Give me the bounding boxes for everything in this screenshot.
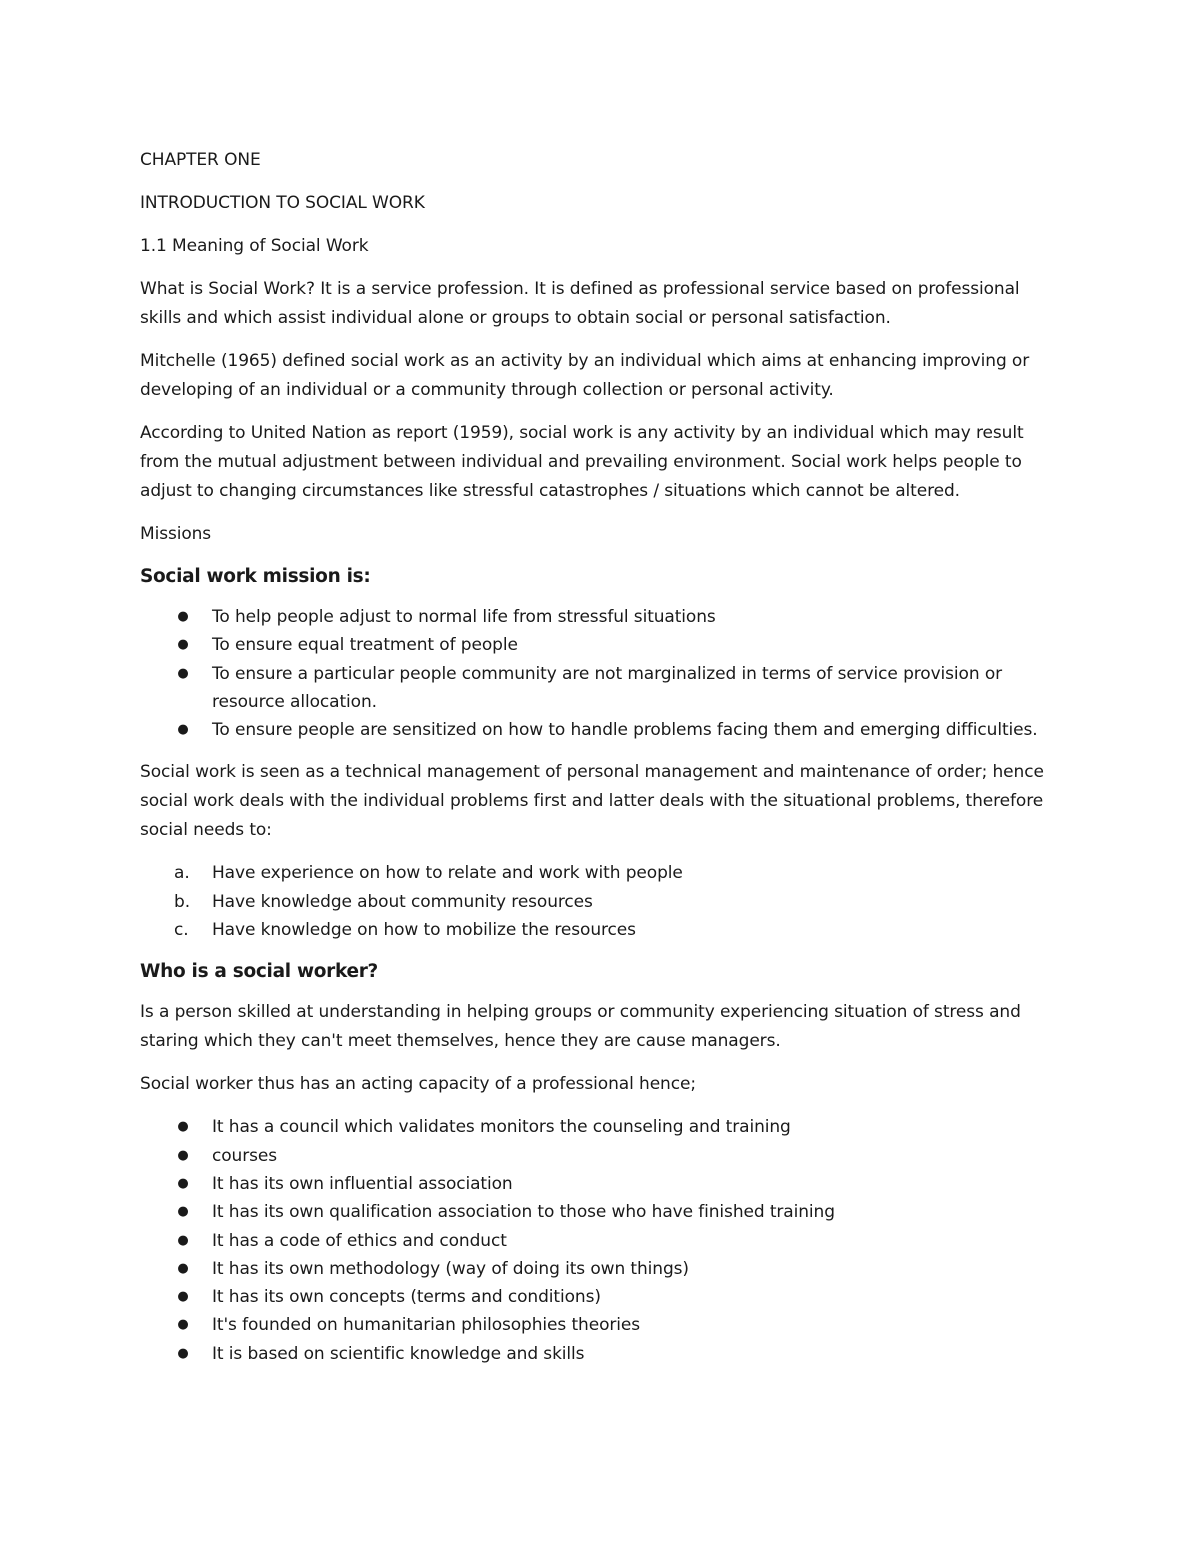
mitchelle-paragraph: Mitchelle (1965) defined social work as an activity by an individual which aims at enhancing improving or developing of an individual or a community through collection or personal activity. [140, 351, 1030, 400]
capacity-paragraph: Social worker thus has an acting capacity of a professional hence; [140, 1074, 696, 1095]
needs-list [140, 859, 1060, 944]
worker-heading: Who is a social worker? [140, 961, 378, 983]
list-item-text: It has a council which validates monitors the counseling and training [212, 1117, 791, 1138]
list-item [140, 1227, 1060, 1255]
definition-paragraph: What is Social Work? It is a service profession. It is defined as professional service based on professional skills and which assist individual alone or groups to obtain social or personal satisfaction. [140, 279, 1020, 328]
list-item [140, 660, 1060, 717]
list-item [140, 1340, 1060, 1368]
bullet-icon: ● [177, 1260, 189, 1276]
list-item-text: It's founded on humanitarian philosophies theories [212, 1315, 640, 1336]
bullet-icon: ● [177, 665, 189, 681]
list-item [140, 888, 1060, 916]
list-item-text: To ensure people are sensitized on how to handle problems facing them and emerging difficulties. [212, 720, 1038, 741]
list-item-text: It has its own qualification association to those who have finished training [212, 1202, 835, 1223]
list-marker: b. [174, 891, 190, 912]
list-item [140, 1255, 1060, 1283]
list-item-text: It is based on scientific knowledge and skills [212, 1343, 585, 1364]
technical-paragraph: Social work is seen as a technical management of personal management and maintenance of order; hence social work deals with the individual problems first and latter deals with the situational problems, therefore social needs to: [140, 762, 1044, 841]
list-item [140, 1113, 1060, 1141]
list-item [140, 1198, 1060, 1226]
mission-list [140, 603, 1060, 744]
bullet-icon: ● [177, 1289, 189, 1305]
bullet-icon: ● [177, 1317, 189, 1333]
list-item-text: It has its own concepts (terms and conditions) [212, 1287, 601, 1308]
list-item-text: To ensure equal treatment of people [212, 635, 518, 656]
list-item [140, 603, 1060, 631]
list-item-text: It has its own methodology (way of doing its own things) [212, 1258, 689, 1279]
list-item [140, 631, 1060, 659]
list-item-text: Have experience on how to relate and work with people [212, 863, 683, 884]
list-item-text: courses [212, 1145, 277, 1166]
mission-heading: Social work mission is: [140, 566, 371, 587]
list-item [140, 716, 1060, 744]
bullet-icon: ● [177, 722, 189, 738]
list-item [140, 1170, 1060, 1198]
bullet-icon: ● [177, 1175, 189, 1191]
missions-label: Missions [140, 524, 212, 544]
bullet-icon: ● [177, 609, 189, 624]
list-item [140, 1142, 1060, 1170]
list-item [140, 1311, 1060, 1339]
list-item-text: To help people adjust to normal life from stressful situations [212, 607, 716, 627]
bullet-icon: ● [177, 1232, 189, 1248]
list-item [140, 1283, 1060, 1311]
capacity-list [140, 1113, 1060, 1368]
list-item-text: To ensure a particular people community are not marginalized in terms of service provision or resource allocation. [212, 663, 1003, 712]
chapter-title: INTRODUCTION TO SOCIAL WORK [140, 193, 425, 213]
list-item-text: Have knowledge about community resources [212, 891, 593, 912]
bullet-icon: ● [177, 1119, 189, 1135]
bullet-icon: ● [177, 1345, 189, 1361]
list-item-text: It has a code of ethics and conduct [212, 1230, 507, 1251]
list-item [140, 859, 1060, 887]
list-marker: a. [174, 863, 190, 884]
list-item-text: Have knowledge on how to mobilize the resources [212, 920, 636, 941]
bullet-icon: ● [177, 1147, 189, 1163]
bullet-icon: ● [177, 637, 189, 653]
list-item-text: It has its own influential association [212, 1173, 513, 1194]
bullet-icon: ● [177, 1204, 189, 1220]
list-item [140, 916, 1060, 944]
list-marker: c. [174, 920, 189, 941]
chapter-label: CHAPTER ONE [140, 150, 261, 170]
united-nation-paragraph: According to United Nation as report (1959), social work is any activity by an individual which may result from the mutual adjustment between individual and prevailing environment. Social work helps people to adjust to changing circumstances like stressful catastrophes / situations which cannot be altered. [140, 423, 1024, 501]
section-heading: 1.1 Meaning of Social Work [140, 236, 369, 256]
worker-paragraph: Is a person skilled at understanding in helping groups or community experiencing situation of stress and staring which they can't meet themselves, hence they are cause managers. [140, 1002, 1021, 1052]
